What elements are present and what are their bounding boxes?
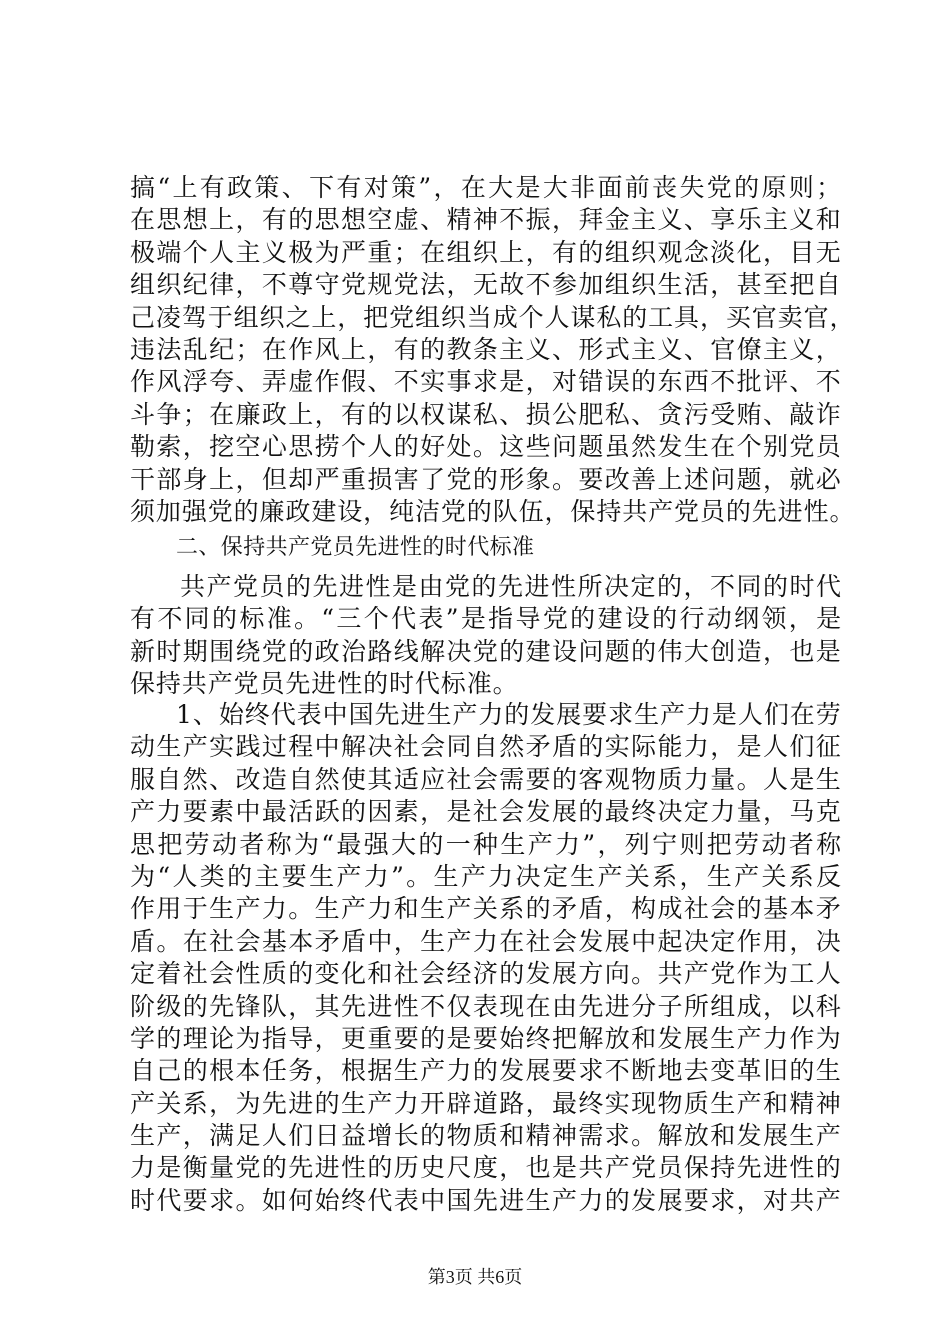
text-line: 思 把 劳 动 者 称 为 “ 最 强 大 的 一 种 生 产 力 ” ， 列 宁 则 把 劳 动 者 称 bbox=[130, 829, 842, 859]
text-line: 时 代 要 求 。 如 何 始 终 代 表 中 国 先 进 生 产 力 的 发 展 要 求 ， 对 共 产 bbox=[130, 1185, 842, 1215]
heading-text: 二、保持共产党员先进性的时代标准 bbox=[176, 535, 535, 560]
text-line: 搞 “ 上 有 政 策 、 下 有 对 策 ” ， 在 大 是 大 非 面 前 丧 失 党 的 原 则 ； bbox=[130, 173, 842, 202]
text-line: 极 端 个 人 主 义 极 为 严 重 ； 在 组 织 上 ， 有 的 组 织 观 念 淡 化 ， 目 无 bbox=[130, 237, 842, 267]
text-line: 为 “ 人 类 的 主 要 生 产 力 ” 。 生 产 力 决 定 生 产 关 系 ， 生 产 关 系 反 bbox=[130, 861, 842, 891]
text-line: 生 产 ， 满 足 人 们 日 益 增 长 的 物 质 和 精 神 需 求 。 解 放 和 发 展 生 产 bbox=[130, 1121, 842, 1151]
section-heading bbox=[130, 532, 842, 564]
text-line: 学 的 理 论 为 指 导 ， 更 重 要 的 是 要 始 终 把 解 放 和 发 展 生 产 力 作 为 bbox=[130, 1023, 842, 1053]
text-line: 违 法 乱 纪 ； 在 作 风 上 ， 有 的 教 条 主 义 、 形 式 主 义 、 官 僚 主 义 ， bbox=[130, 334, 842, 364]
text-line: 保持共产党员先进性的时代标准。 bbox=[130, 669, 519, 699]
text-line: 服 自 然 、 改 造 自 然 使 其 适 应 社 会 需 要 的 客 观 物 质 力 量 。 人 是 生 bbox=[130, 764, 842, 794]
paragraph-2 bbox=[130, 571, 842, 701]
text-line: 动 生 产 实 践 过 程 中 解 决 社 会 同 自 然 矛 盾 的 实 际 能 力 ， 是 人 们 征 bbox=[130, 732, 842, 762]
text-line-content: 1 、 始 终 代 表 中 国 先 进 生 产 力 的 发 展 要 求 生 产 力 是 人 们 在 劳 bbox=[176, 700, 842, 729]
text-line bbox=[130, 699, 842, 731]
text-line: 勒 索 ， 挖 空 心 思 捞 个 人 的 好 处 。 这 些 问 题 虽 然 发 生 在 个 别 党 员 bbox=[130, 432, 842, 462]
text-line: 作 用 于 生 产 力 。 生 产 力 和 生 产 关 系 的 矛 盾 ， 构 成 社 会 的 基 本 矛 bbox=[130, 894, 842, 924]
text-line: 新 时 期 围 绕 党 的 政 治 路 线 解 决 党 的 建 设 问 题 的 伟 大 创 造 ， 也 是 bbox=[130, 636, 842, 666]
text-line: 己 凌 驾 于 组 织 之 上 ， 把 党 组 织 当 成 个 人 谋 私 的 工 具 ， 买 官 卖 官 ， bbox=[130, 302, 856, 332]
text-line: 干 部 身 上 ， 但 却 严 重 损 害 了 党 的 形 象 。 要 改 善 上 述 问 题 ， 就 必 bbox=[130, 464, 842, 494]
paragraph-1 bbox=[130, 172, 856, 528]
text-line: 作 风 浮 夸 、 弄 虚 作 假 、 不 实 事 求 是 ， 对 错 误 的 东 西 不 批 评 、 不 bbox=[130, 367, 842, 397]
text-line: 有 不 同 的 标 准 。 “ 三 个 代 表 ” 是 指 导 党 的 建 设 的 行 动 纲 领 ， 是 bbox=[130, 604, 842, 634]
text-line bbox=[130, 571, 842, 603]
text-line: 自 己 的 根 本 任 务 ， 根 据 生 产 力 的 发 展 要 求 不 断 地 去 变 革 旧 的 生 bbox=[130, 1056, 842, 1086]
text-line: 须 加 强 党 的 廉 政 建 设 ， 纯 洁 党 的 队 伍 ， 保 持 共 产 党 员 的 先 进 性 。 bbox=[130, 496, 856, 526]
text-line: 定 着 社 会 性 质 的 变 化 和 社 会 经 济 的 发 展 方 向 。 共 产 党 作 为 工 人 bbox=[130, 959, 842, 989]
text-line: 斗 争 ； 在 廉 政 上 ， 有 的 以 权 谋 私 、 损 公 肥 私 、 贪 污 受 贿 、 敲 诈 bbox=[130, 399, 842, 429]
text-line: 组 织 纪 律 ， 不 尊 守 党 规 党 法 ， 无 故 不 参 加 组 织 生 活 ， 甚 至 把 自 bbox=[130, 270, 842, 300]
text-line: 产 力 要 素 中 最 活 跃 的 因 素 ， 是 社 会 发 展 的 最 终 决 定 力 量 ， 马 克 bbox=[130, 797, 842, 827]
text-line: 在 思 想 上 ， 有 的 思 想 空 虚 、 精 神 不 振 ， 拜 金 主 义 、 享 乐 主 义 和 bbox=[130, 205, 842, 235]
text-line: 盾 。 在 社 会 基 本 矛 盾 中 ， 生 产 力 在 社 会 发 展 中 起 决 定 作 用 ， 决 bbox=[130, 926, 842, 956]
text-line: 阶 级 的 先 锋 队 ， 其 先 进 性 不 仅 表 现 在 由 先 进 分 子 所 组 成 ， 以 科 bbox=[130, 991, 842, 1021]
text-line-content: 共 产 党 员 的 先 进 性 是 由 党 的 先 进 性 所 决 定 的 ， 不 同 的 时 代 bbox=[180, 572, 842, 601]
text-line: 力 是 衡 量 党 的 先 进 性 的 历 史 尺 度 ， 也 是 共 产 党 员 保 持 先 进 性 的 bbox=[130, 1153, 842, 1183]
text-line: 产 关 系 ， 为 先 进 的 生 产 力 开 辟 道 路 ， 最 终 实 现 物 质 生 产 和 精 神 bbox=[130, 1088, 842, 1118]
page-number-footer: 第3页 共6页 bbox=[427, 1267, 523, 1287]
paragraph-3 bbox=[130, 699, 842, 1217]
